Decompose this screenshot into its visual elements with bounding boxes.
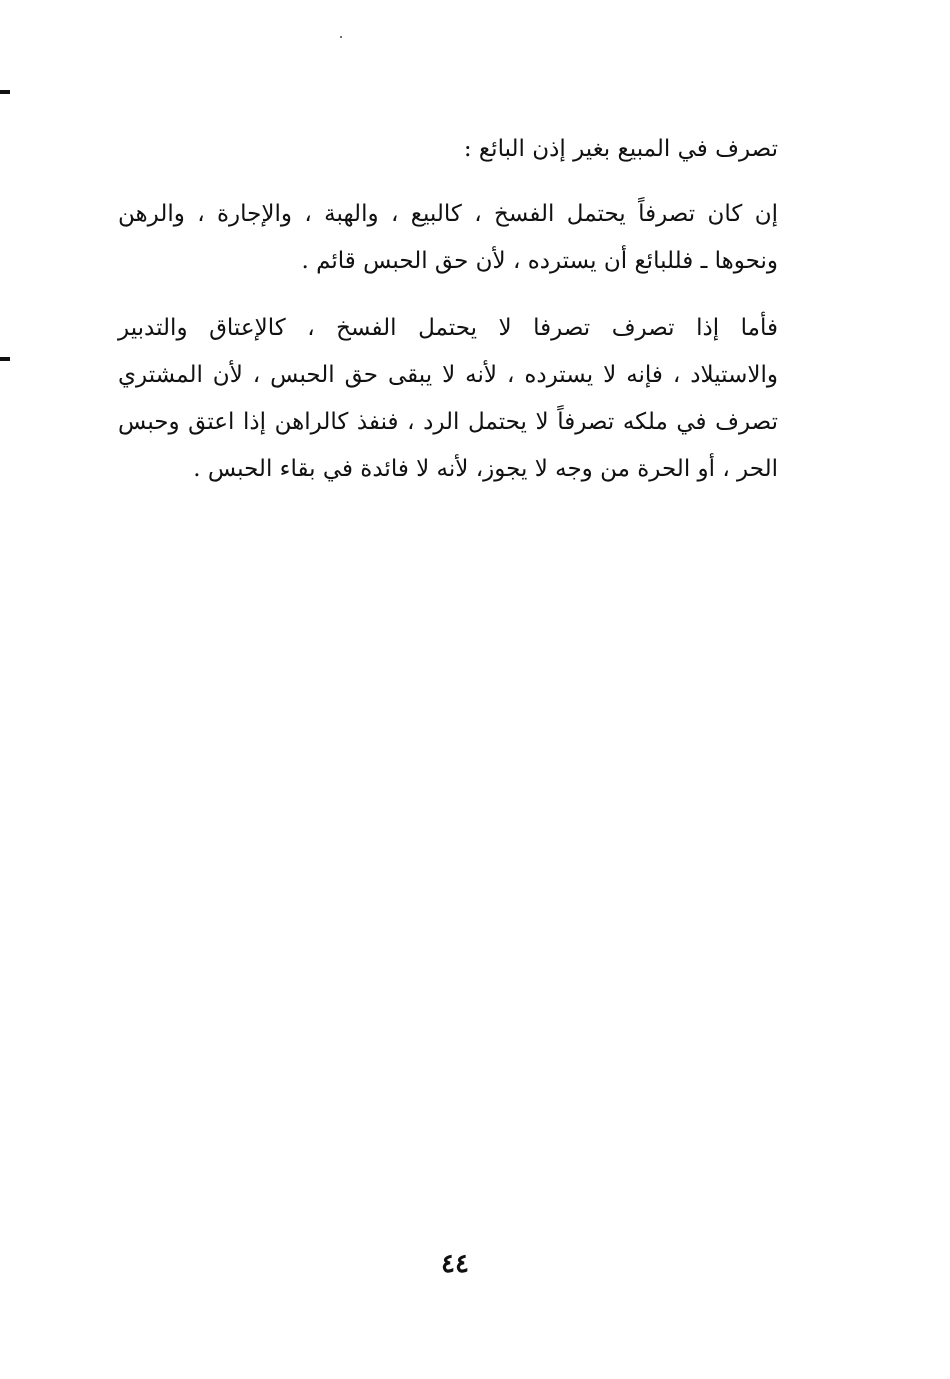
margin-mark (0, 90, 10, 94)
text-line: والاستيلاد ، فإنه لا يسترده ، لأنه لا يبقى حق الحبس ، لأن المشتري (118, 362, 778, 388)
text-line: إن كان تصرفاً يحتمل الفسخ ، كالبيع ، والهبة ، والإجارة ، والرهن (118, 201, 778, 227)
page-number: ٤٤ (441, 1249, 469, 1279)
body-text (118, 126, 778, 513)
paragraph-1 (118, 191, 778, 285)
text-line: الحر ، أو الحرة من وجه لا يجوز، لأنه لا فائدة في بقاء الحبس . (193, 456, 778, 482)
section-heading: تصرف في المبيع بغير إذن البائع : (463, 136, 778, 162)
margin-mark (0, 357, 10, 361)
text-line: فأما إذا تصرف تصرفا لا يحتمل الفسخ ، كالإعتاق والتدبير (118, 315, 778, 341)
scan-speck (340, 36, 342, 38)
paragraph-2 (118, 305, 778, 493)
text-line: تصرف في ملكه تصرفاً لا يحتمل الرد ، فنفذ كالراهن إذا اعتق وحبس (118, 409, 778, 435)
text-line: ونحوها ـ فللبائع أن يسترده ، لأن حق الحبس قائم . (301, 248, 778, 274)
